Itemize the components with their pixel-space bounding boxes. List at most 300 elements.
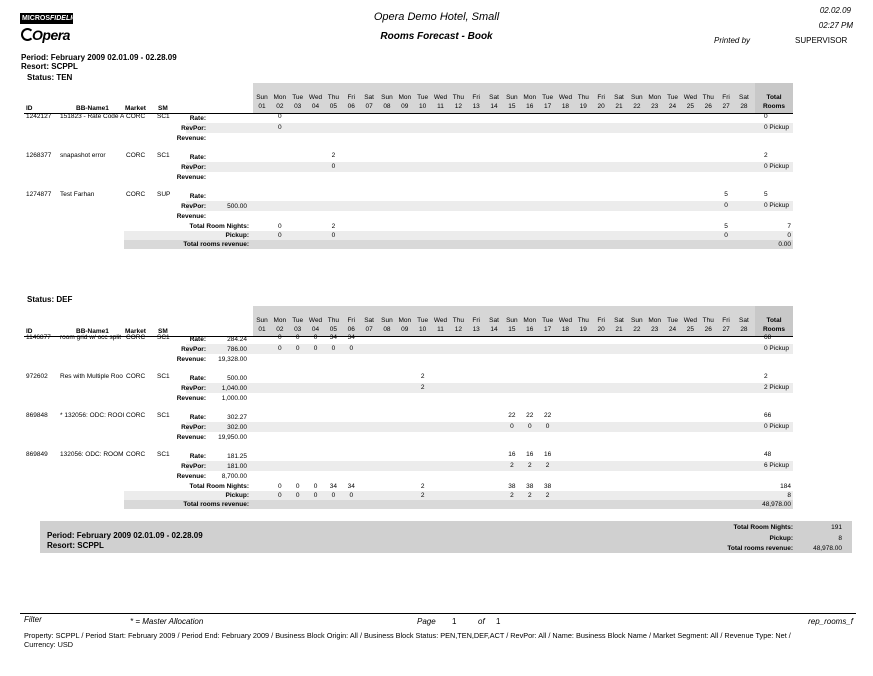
day-number: 12 <box>454 326 462 333</box>
grand-resort: Resort: SCPPL <box>47 541 104 550</box>
total-nights-day: 0 <box>278 223 282 230</box>
grand-nights-value: 191 <box>831 524 842 531</box>
block-name: Res with Multiple Roo <box>60 373 123 380</box>
col-id: ID <box>26 328 33 335</box>
print-date: 02.02.09 <box>819 6 851 15</box>
printed-by-label: Printed by <box>714 36 751 45</box>
status-heading: Status: TEN <box>27 73 73 82</box>
day-number: 28 <box>740 103 748 110</box>
revpor-label: RevPor: <box>181 424 206 431</box>
block-name: Test Farhan <box>60 191 95 198</box>
rate-label: Rate: <box>189 154 206 161</box>
row-total-pickup: 2 Pickup <box>764 384 789 391</box>
total-nights-day: 2 <box>331 223 336 230</box>
block-sm: SC1 <box>157 113 170 120</box>
day-rooms-value: 34 <box>329 334 337 341</box>
day-pickup-value: 0 <box>349 345 354 352</box>
block-id: 869848 <box>26 412 48 419</box>
day-name: Thu <box>452 317 464 324</box>
revpor-value: 181.00 <box>227 463 247 470</box>
day-number: 10 <box>419 326 427 333</box>
total-nights-sum: 184 <box>780 483 791 490</box>
grand-revenue-label: Total rooms revenue: <box>727 545 793 552</box>
day-number: 22 <box>633 103 641 110</box>
day-name: Wed <box>683 94 698 101</box>
day-name: Sun <box>381 94 393 101</box>
revpor-stripe <box>186 162 793 172</box>
rate-label: Rate: <box>189 336 206 343</box>
day-name: Wed <box>433 94 448 101</box>
revenue-value: 19,950.00 <box>218 434 247 441</box>
day-number: 04 <box>311 103 320 110</box>
day-name: Mon <box>398 94 412 101</box>
day-name: Fri <box>347 94 356 101</box>
col-id: ID <box>26 105 33 112</box>
day-number: 06 <box>347 326 355 333</box>
day-pickup-value: 0 <box>278 124 282 131</box>
print-time: 02:27 PM <box>818 21 853 30</box>
day-number: 08 <box>383 326 391 333</box>
rate-value: 302.27 <box>227 414 247 421</box>
block-id: 869849 <box>26 451 48 458</box>
total-pickup-day: 0 <box>331 492 336 499</box>
day-name: Tue <box>292 317 304 324</box>
day-pickup-value: 0 <box>527 423 532 430</box>
day-name: Wed <box>308 94 323 101</box>
day-number: 14 <box>490 103 498 110</box>
revpor-value: 500.00 <box>227 203 247 210</box>
total-pickup-day: 0 <box>278 492 282 499</box>
block-sm: SC1 <box>157 451 170 458</box>
printed-by-user: SUPERVISOR <box>795 36 848 45</box>
col-sm: SM <box>158 105 168 112</box>
day-name: Sat <box>739 94 749 101</box>
report-title: Rooms Forecast - Book <box>380 31 493 42</box>
day-number: 28 <box>740 326 748 333</box>
day-number: 15 <box>508 326 516 333</box>
total-rooms-revenue-label: Total rooms revenue: <box>183 501 249 508</box>
day-name: Wed <box>558 317 573 324</box>
total-nights-day: 5 <box>724 223 728 230</box>
day-number: 08 <box>383 103 391 110</box>
row-total-pickup: 6 Pickup <box>764 462 789 469</box>
rate-label: Rate: <box>189 375 206 382</box>
grand-nights-label: Total Room Nights: <box>733 524 793 531</box>
day-rooms-value: 16 <box>543 451 552 458</box>
rate-value: 284.24 <box>227 336 247 343</box>
revpor-label: RevPor: <box>181 385 206 392</box>
status-heading: Status: DEF <box>27 295 73 304</box>
revpor-label: RevPor: <box>181 463 206 470</box>
day-number: 16 <box>526 326 534 333</box>
day-number: 12 <box>454 103 462 110</box>
day-name: Sun <box>506 317 518 324</box>
total-room-nights-label: Total Room Nights: <box>189 483 249 490</box>
day-rooms-value: 22 <box>508 412 516 419</box>
day-number: 11 <box>437 326 444 333</box>
total-nights-day: 0 <box>278 483 282 490</box>
day-name: Sat <box>614 94 624 101</box>
day-rooms-value: 0 <box>278 113 282 120</box>
day-name: Wed <box>683 317 698 324</box>
day-number: 19 <box>579 103 587 110</box>
total-revenue-sum: 48,978.00 <box>762 501 791 508</box>
opera-logo: Opera <box>21 27 70 43</box>
rate-value: 500.00 <box>227 375 247 382</box>
day-pickup-value: 0 <box>545 423 550 430</box>
day-name: Wed <box>558 94 573 101</box>
revenue-value: 8,700.00 <box>221 473 247 480</box>
total-nights-day: 38 <box>508 483 516 490</box>
day-name: Sun <box>256 94 268 101</box>
block-id: 1268377 <box>26 152 52 159</box>
block-id: 1146877 <box>26 334 51 341</box>
period-heading: Period: February 2009 02.01.09 - 02.28.09 <box>21 53 177 62</box>
day-name: Tue <box>667 94 679 101</box>
footer-divider <box>20 613 856 614</box>
resort-heading: Resort: SCPPL <box>21 62 78 71</box>
block-market: CORC <box>126 113 146 120</box>
block-sm: SC1 <box>157 152 170 159</box>
revpor-label: RevPor: <box>181 125 206 132</box>
row-total-pickup: 0 Pickup <box>764 423 789 430</box>
day-rooms-value: 16 <box>508 451 516 458</box>
day-pickup-value: 2 <box>545 462 550 469</box>
day-number: 17 <box>543 326 552 333</box>
total-revenue-sum: 0.00 <box>778 241 791 248</box>
col-market: Market <box>125 328 146 335</box>
total-header-label: Total <box>766 94 782 101</box>
revenue-label: Revenue: <box>176 473 206 480</box>
day-name: Sat <box>364 94 374 101</box>
block-id: 1274877 <box>26 191 52 198</box>
day-name: Tue <box>542 317 554 324</box>
day-number: 02 <box>276 103 284 110</box>
revenue-label: Revenue: <box>176 135 206 142</box>
row-total-rooms: 2 <box>764 152 768 159</box>
rate-label: Rate: <box>189 414 206 421</box>
revpor-stripe <box>186 461 793 471</box>
day-number: 09 <box>401 326 409 333</box>
day-number: 26 <box>704 326 712 333</box>
total-pickup-day: 2 <box>510 492 514 499</box>
revenue-label: Revenue: <box>176 395 206 402</box>
day-pickup-value: 0 <box>331 163 336 170</box>
day-number: 27 <box>722 103 730 110</box>
total-nights-day: 38 <box>526 483 534 490</box>
total-pickup-day: 2 <box>527 492 532 499</box>
day-number: 09 <box>401 103 409 110</box>
block-market: CORC <box>126 412 146 419</box>
day-name: Fri <box>722 317 730 324</box>
footer-master-note: * = Master Allocation <box>130 617 204 626</box>
block-id: 1242127 <box>26 113 52 120</box>
block-name: * 132056: ODC: ROOI <box>60 412 124 419</box>
day-name: Fri <box>347 317 356 324</box>
revpor-value: 1,040.00 <box>221 385 247 392</box>
total-pickup-sum: 0 <box>787 232 791 239</box>
total-pickup-sum: 8 <box>787 492 791 499</box>
total-pickup-day: 2 <box>545 492 550 499</box>
rate-label: Rate: <box>189 193 206 200</box>
footer-report-code: rep_rooms_f <box>808 617 853 626</box>
total-pickup-day: 0 <box>313 492 318 499</box>
day-name: Sat <box>739 317 749 324</box>
block-sm: SUP <box>157 191 171 198</box>
total-rooms-header-label: Rooms <box>762 326 786 333</box>
day-number: 05 <box>329 326 337 333</box>
day-pickup-value: 0 <box>313 345 318 352</box>
total-nights-day: 34 <box>347 483 355 490</box>
day-name: Mon <box>648 317 662 324</box>
day-name: Mon <box>273 94 287 101</box>
total-nights-sum: 7 <box>787 223 791 230</box>
day-name: Thu <box>577 317 589 324</box>
day-name: Sun <box>256 317 268 324</box>
day-rooms-value: 16 <box>526 451 534 458</box>
revpor-stripe <box>186 422 793 432</box>
day-number: 24 <box>668 103 677 110</box>
revpor-stripe <box>186 383 793 393</box>
block-name: room grid w/ occ split <box>60 334 122 341</box>
block-market: CORC <box>126 451 146 458</box>
day-number: 18 <box>561 103 570 110</box>
block-id: 972602 <box>26 373 48 380</box>
day-name: Mon <box>523 94 537 101</box>
total-pickup-day: 0 <box>331 232 336 239</box>
grand-period: Period: February 2009 02.01.09 - 02.28.09 <box>47 531 203 540</box>
day-pickup-value: 0 <box>295 345 300 352</box>
day-pickup-value: 0 <box>510 423 514 430</box>
block-market: CORC <box>126 334 146 341</box>
day-name: Sat <box>364 317 374 324</box>
rate-label: Rate: <box>189 453 206 460</box>
total-rooms-header-label: Rooms <box>762 103 786 110</box>
footer-parameters: Property: SCPPL / Period Start: February 2009 / Period End: February 2009 / Business Block Origin: All / Business Block Status: PEN,TEN,DEF,ACT / RevPor: All / Name: Business Block Name / Market Segment: All / Revenue Type: Net / Currency: USD <box>24 631 791 649</box>
total-room-nights-label: Total Room Nights: <box>189 223 249 230</box>
day-number: 13 <box>472 326 480 333</box>
day-pickup-value: 2 <box>527 462 532 469</box>
day-rooms-value: 2 <box>420 373 425 380</box>
row-total-pickup: 0 Pickup <box>764 163 789 170</box>
block-sm: SC1 <box>157 412 170 419</box>
day-name: Tue <box>667 317 679 324</box>
block-sm: SC1 <box>157 334 170 341</box>
day-number: 14 <box>490 326 498 333</box>
day-number: 16 <box>526 103 534 110</box>
row-total-rooms: 0 <box>764 113 768 120</box>
day-number: 25 <box>686 103 694 110</box>
revenue-label: Revenue: <box>176 174 206 181</box>
block-market: CORC <box>126 373 146 380</box>
col-bb-name: BB-Name1 <box>76 105 109 112</box>
grand-revenue-value: 48,978.00 <box>813 545 842 552</box>
day-number: 21 <box>615 326 623 333</box>
day-number: 07 <box>365 326 373 333</box>
row-total-rooms: 66 <box>764 412 772 419</box>
total-header-label: Total <box>766 317 782 324</box>
revenue-label: Revenue: <box>176 213 206 220</box>
rate-label: Rate: <box>189 115 206 122</box>
total-pickup-day: 0 <box>349 492 354 499</box>
day-pickup-value: 0 <box>278 345 282 352</box>
day-number: 20 <box>597 326 605 333</box>
day-number: 23 <box>651 326 659 333</box>
block-sm: SC1 <box>157 373 170 380</box>
day-number: 03 <box>294 103 302 110</box>
block-name: 151823 - Rate Code A <box>60 113 124 120</box>
day-name: Sun <box>631 94 643 101</box>
row-total-rooms: 48 <box>764 451 772 458</box>
day-number: 13 <box>472 103 480 110</box>
day-name: Mon <box>523 317 537 324</box>
revenue-value: 19,328.00 <box>218 356 247 363</box>
total-pickup-day: 0 <box>724 232 728 239</box>
day-name: Fri <box>722 94 730 101</box>
row-total-rooms: 5 <box>764 191 768 198</box>
day-pickup-value: 2 <box>510 462 514 469</box>
day-number: 01 <box>258 103 266 110</box>
day-number: 01 <box>258 326 266 333</box>
block-name: 132056: ODC: ROOM <box>60 451 124 458</box>
day-pickup-value: 0 <box>724 202 728 209</box>
day-name: Mon <box>398 317 412 324</box>
row-total-rooms: 2 <box>764 373 768 380</box>
total-nights-day: 2 <box>420 483 425 490</box>
day-number: 17 <box>543 103 552 110</box>
day-name: Mon <box>648 94 662 101</box>
grand-pickup-value: 8 <box>838 535 842 542</box>
day-name: Wed <box>433 317 448 324</box>
day-name: Thu <box>577 94 589 101</box>
col-market: Market <box>125 105 146 112</box>
revpor-label: RevPor: <box>181 164 206 171</box>
total-rooms-revenue-label: Total rooms revenue: <box>183 241 249 248</box>
day-number: 23 <box>651 103 659 110</box>
revpor-label: RevPor: <box>181 203 206 210</box>
revenue-value: 1,000.00 <box>221 395 247 402</box>
day-name: Sun <box>506 94 518 101</box>
day-number: 20 <box>597 103 605 110</box>
day-name: Fri <box>472 317 480 324</box>
day-name: Tue <box>417 317 429 324</box>
block-market: CORC <box>126 152 146 159</box>
day-name: Tue <box>417 94 429 101</box>
day-number: 22 <box>633 326 641 333</box>
day-name: Thu <box>327 94 339 101</box>
day-name: Tue <box>292 94 304 101</box>
day-name: Sat <box>489 317 499 324</box>
day-name: Thu <box>702 94 714 101</box>
hotel-name: Opera Demo Hotel, Small <box>373 11 500 23</box>
footer-page-number: 1 <box>452 617 457 626</box>
revpor-stripe <box>186 201 793 211</box>
row-total-rooms: 68 <box>764 334 772 341</box>
day-number: 15 <box>508 103 516 110</box>
day-number: 24 <box>668 326 677 333</box>
footer-page-label: Page <box>417 617 436 626</box>
day-rooms-value: 2 <box>331 152 336 159</box>
day-name: Fri <box>472 94 480 101</box>
day-name: Wed <box>308 317 323 324</box>
day-name: Sun <box>631 317 643 324</box>
revpor-value: 786.00 <box>227 346 247 353</box>
day-pickup-value: 2 <box>420 384 425 391</box>
day-rooms-value: 34 <box>347 334 355 341</box>
total-pickup-day: 0 <box>278 232 282 239</box>
day-number: 26 <box>704 103 712 110</box>
row-total-pickup: 0 Pickup <box>764 202 789 209</box>
day-number: 27 <box>722 326 730 333</box>
total-nights-day: 34 <box>329 483 337 490</box>
day-number: 04 <box>311 326 320 333</box>
total-nights-day: 0 <box>295 483 300 490</box>
day-name: Mon <box>273 317 287 324</box>
col-bb-name: BB-Name1 <box>76 328 109 335</box>
rate-value: 181.25 <box>227 453 247 460</box>
total-nights-day: 0 <box>313 483 318 490</box>
day-number: 19 <box>579 326 587 333</box>
total-pickup-day: 2 <box>420 492 425 499</box>
day-rooms-value: 0 <box>295 334 300 341</box>
day-rooms-value: 5 <box>724 191 728 198</box>
total-nights-day: 38 <box>543 483 552 490</box>
day-name: Sat <box>614 317 624 324</box>
day-number: 06 <box>347 103 355 110</box>
revenue-label: Revenue: <box>176 434 206 441</box>
total-pickup-day: 0 <box>295 492 300 499</box>
day-number: 11 <box>437 103 444 110</box>
day-name: Thu <box>327 317 339 324</box>
day-number: 25 <box>686 326 694 333</box>
day-name: Thu <box>452 94 464 101</box>
row-total-pickup: 0 Pickup <box>764 124 789 131</box>
day-number: 10 <box>419 103 427 110</box>
day-name: Fri <box>597 94 605 101</box>
revpor-value: 302.00 <box>227 424 247 431</box>
day-name: Thu <box>702 317 714 324</box>
day-name: Tue <box>542 94 554 101</box>
footer-page-total: 1 <box>496 617 501 626</box>
day-number: 07 <box>365 103 373 110</box>
block-name: snapashot error <box>60 152 106 159</box>
col-sm: SM <box>158 328 168 335</box>
footer-filter: Filter <box>24 615 42 624</box>
day-number: 05 <box>329 103 337 110</box>
pickup-total-label: Pickup: <box>225 232 249 239</box>
revenue-label: Revenue: <box>176 356 206 363</box>
day-number: 18 <box>561 326 570 333</box>
row-total-pickup: 0 Pickup <box>764 345 789 352</box>
day-number: 21 <box>615 103 623 110</box>
day-name: Sun <box>381 317 393 324</box>
day-name: Sat <box>489 94 499 101</box>
micros-fidelio-logo: MICROSFIDELIO <box>22 15 78 22</box>
day-number: 03 <box>294 326 302 333</box>
pickup-total-label: Pickup: <box>225 492 249 499</box>
block-market: CORC <box>126 191 146 198</box>
day-rooms-value: 0 <box>313 334 318 341</box>
revpor-label: RevPor: <box>181 346 206 353</box>
footer-of-label: of <box>478 617 485 626</box>
day-rooms-value: 22 <box>526 412 534 419</box>
day-rooms-value: 22 <box>543 412 552 419</box>
day-number: 02 <box>276 326 284 333</box>
grand-pickup-label: Pickup: <box>769 535 793 542</box>
day-pickup-value: 0 <box>331 345 336 352</box>
day-name: Fri <box>597 317 605 324</box>
day-rooms-value: 0 <box>278 334 282 341</box>
